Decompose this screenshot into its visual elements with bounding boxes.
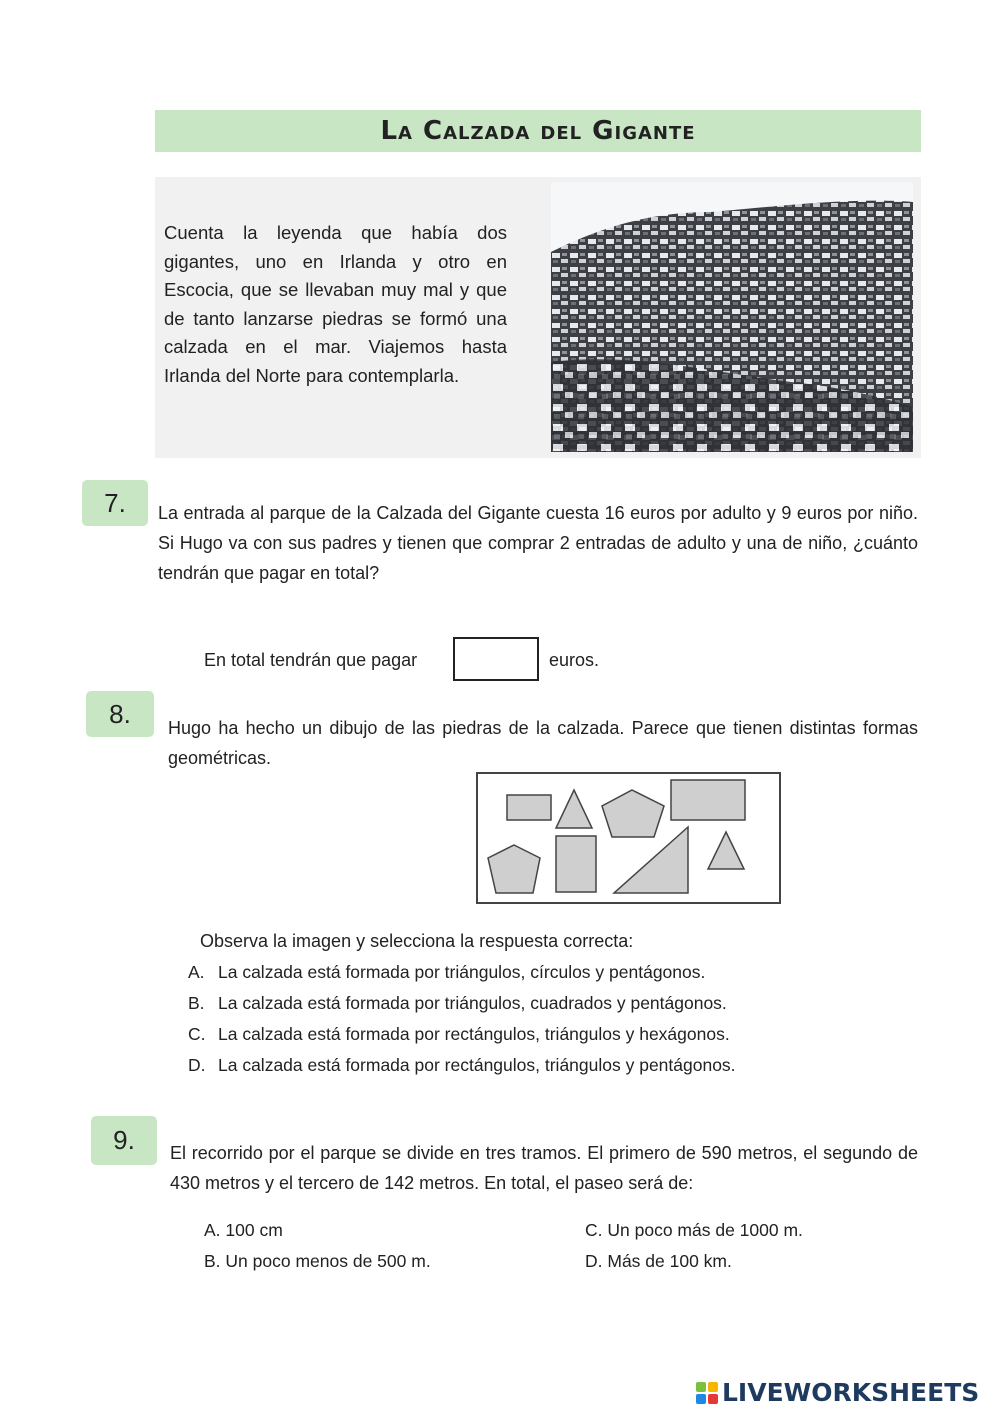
question-7-answer-suffix: euros. (549, 650, 600, 670)
question-8-instruction: Observa la imagen y selecciona la respuesta correcta: (200, 931, 634, 951)
giants-causeway-photo (551, 182, 913, 452)
liveworksheets-logo-text: LIVEWORKSHEETS (722, 1378, 980, 1407)
question-9-number: 9. (91, 1116, 157, 1165)
question-8-option-a[interactable]: A. La calzada está formada por triángulos, círculos y pentágonos. (188, 962, 706, 982)
liveworksheets-logo (696, 1378, 979, 1407)
intro-text: Cuenta la leyenda que había dos gigantes, uno en Irlanda y otro en Escocia, que se llevaban muy mal y que de tanto lanzarse piedras se formó una calzada en el mar. Viajemos hasta Irlanda del Norte para contemplarla. (164, 222, 507, 386)
question-9-option-a[interactable]: A. 100 cm (204, 1220, 283, 1240)
question-7-text: La entrada al parque de la Calzada del Gigante cuesta 16 euros por adulto y 9 euros por niño. Si Hugo va con sus padres y tienen que comprar 2 entradas de adulto y una de niño, ¿cuánto tendrán que pagar en total? (158, 503, 918, 583)
question-7-answer-input[interactable] (453, 637, 539, 681)
question-9-option-c[interactable]: C. Un poco más de 1000 m. (585, 1220, 803, 1240)
question-8-option-d[interactable]: D. La calzada está formada por rectángulos, triángulos y pentágonos. (188, 1055, 736, 1075)
question-8-text: Hugo ha hecho un dibujo de las piedras de la calzada. Parece que tienen distintas formas geométricas. (168, 718, 918, 768)
title-banner (155, 110, 921, 152)
intro-panel (155, 177, 921, 458)
page-title: La Calzada del Gigante (380, 116, 696, 146)
shapes-figure (476, 772, 781, 904)
question-9-option-d[interactable]: D. Más de 100 km. (585, 1251, 732, 1271)
question-8-option-c[interactable]: C. La calzada está formada por rectángulos, triángulos y hexágonos. (188, 1024, 730, 1044)
question-9-option-b[interactable]: B. Un poco menos de 500 m. (204, 1251, 431, 1271)
question-7-answer-prefix: En total tendrán que pagar (204, 650, 418, 670)
question-7-number: 7. (82, 480, 148, 526)
question-8-number: 8. (86, 691, 154, 737)
liveworksheets-logo-mark (696, 1382, 718, 1404)
question-8-option-b[interactable]: B. La calzada está formada por triángulos, cuadrados y pentágonos. (188, 993, 727, 1013)
question-9-text: El recorrido por el parque se divide en tres tramos. El primero de 590 metros, el segundo de 430 metros y el tercero de 142 metros. En total, el paseo será de: (170, 1143, 918, 1193)
